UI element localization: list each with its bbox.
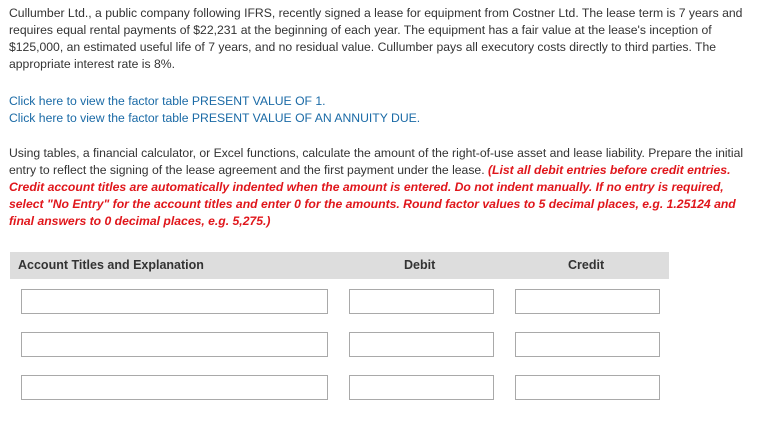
table-row <box>10 279 669 322</box>
header-credit: Credit <box>568 258 605 272</box>
table-row <box>10 365 669 408</box>
header-account-titles: Account Titles and Explanation <box>18 258 204 272</box>
account-title-input[interactable] <box>21 375 328 400</box>
instructions <box>9 145 757 230</box>
journal-entry-table <box>10 252 669 408</box>
debit-input[interactable] <box>349 375 494 400</box>
credit-input[interactable] <box>515 375 660 400</box>
credit-input[interactable] <box>515 332 660 357</box>
instructions-emphasis: (List all debit entries before credit entries. Credit account titles are automatically indented when the amount is entered. Do not indent manually. If no entry is required, select "No Entry" for the account titles and enter 0 for the amounts. Round factor values to 5 decimal places, e.g. 1.25124 and final answers to 0 decimal places, e.g. 5,275.) <box>9 163 736 228</box>
problem-text: Cullumber Ltd., a public company following IFRS, recently signed a lease for equipment from Costner Ltd. The lease term is 7 years and requires equal rental payments of $22,231 at the beginning of each year. The equipment has a fair value at the lease's inception of $125,000, an estimated useful life of 7 years, and no residual value. Cullumber pays all executory costs directly to third parties. The appropriate interest rate is 8%. <box>9 6 743 71</box>
debit-input[interactable] <box>349 289 494 314</box>
account-title-input[interactable] <box>21 289 328 314</box>
header-debit: Debit <box>404 258 436 272</box>
credit-input[interactable] <box>515 289 660 314</box>
instructions-text: Using tables, a financial calculator, or Excel functions, calculate the amount of the right-of-use asset and lease liability. Prepare the initial entry to reflect the signing of the lease agreement and the first payment under the lease. <box>9 146 744 177</box>
pv-of-1-link[interactable]: Click here to view the factor table PRESENT VALUE OF 1. <box>9 94 326 108</box>
table-row <box>10 322 669 365</box>
account-title-input[interactable] <box>21 332 328 357</box>
debit-input[interactable] <box>349 332 494 357</box>
factor-table-links <box>9 93 420 127</box>
pv-annuity-due-link[interactable]: Click here to view the factor table PRESENT VALUE OF AN ANNUITY DUE. <box>9 111 421 125</box>
problem-statement <box>9 5 757 73</box>
table-header <box>10 252 669 279</box>
